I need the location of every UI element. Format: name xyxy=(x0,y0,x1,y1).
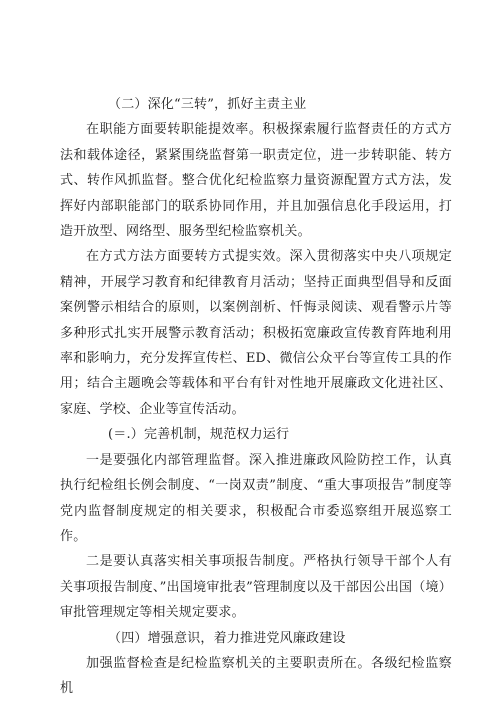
paragraph-supervision-inspection: 加强监督检查是纪检监察机关的主要职责所在。各级纪检监察机 xyxy=(60,655,452,697)
paragraph-function-transformation: 在职能方面要转职能提效率。积极探索履行监督责任的方式方法和载体途径，紧紧围绕监督第一职责定位，进一步转职能、转方式、转作风抓监督。整合优化纪检监察力量资源配置方式方法，发挥好内部职能部门的联系协同作用，并且加强信息化手段运用，打造开放型、网络型、服务型纪检监察机关。 xyxy=(60,122,452,240)
section-heading-2: （二）深化“三转”，抓好主责主业 xyxy=(108,97,307,112)
document-body xyxy=(60,92,452,702)
paragraph-method-transformation: 在方式方法方面要转方式提实效。深入贯彻落实中央八项规定精神，开展学习教育和纪律教育月活动；坚持正面典型倡导和反面案例警示相结合的原则，以案例剖析、忏悔录阅读、观看警示片等多种形式扎实开展警示教育活动；积极拓宽廉政宣传教育阵地利用率和影响力，充分发挥宣传栏、ED、微信公众平台等宣传工具的作用；结合主题晚会等载体和平台有针对性地开展廉政文化进社区、家庭、学校、企业等宣传活动。 xyxy=(60,249,452,417)
section-heading-4: （四）增强意识，着力推进党风廉政建设 xyxy=(108,630,346,646)
paragraph-reporting-system: 二是要认真落实相关事项报告制度。严格执行领导干部个人有关事项报告制度、”出国境审批表”管理制度以及干部因公出国（境）审批管理规定等相关规定要求。 xyxy=(60,554,452,621)
section-heading-3: (＝.）完善机制，规范权力运行 xyxy=(108,427,290,443)
paragraph-internal-supervision: 一是要强化内部管理监督。深入推进廉政风险防控工作，认真执行纪检组长例会制度、“一岗双责”制度、“重大事项报告”制度等党内监督制度规定的相关要求，积极配合市委巡察组开展巡察工作。 xyxy=(60,452,452,544)
